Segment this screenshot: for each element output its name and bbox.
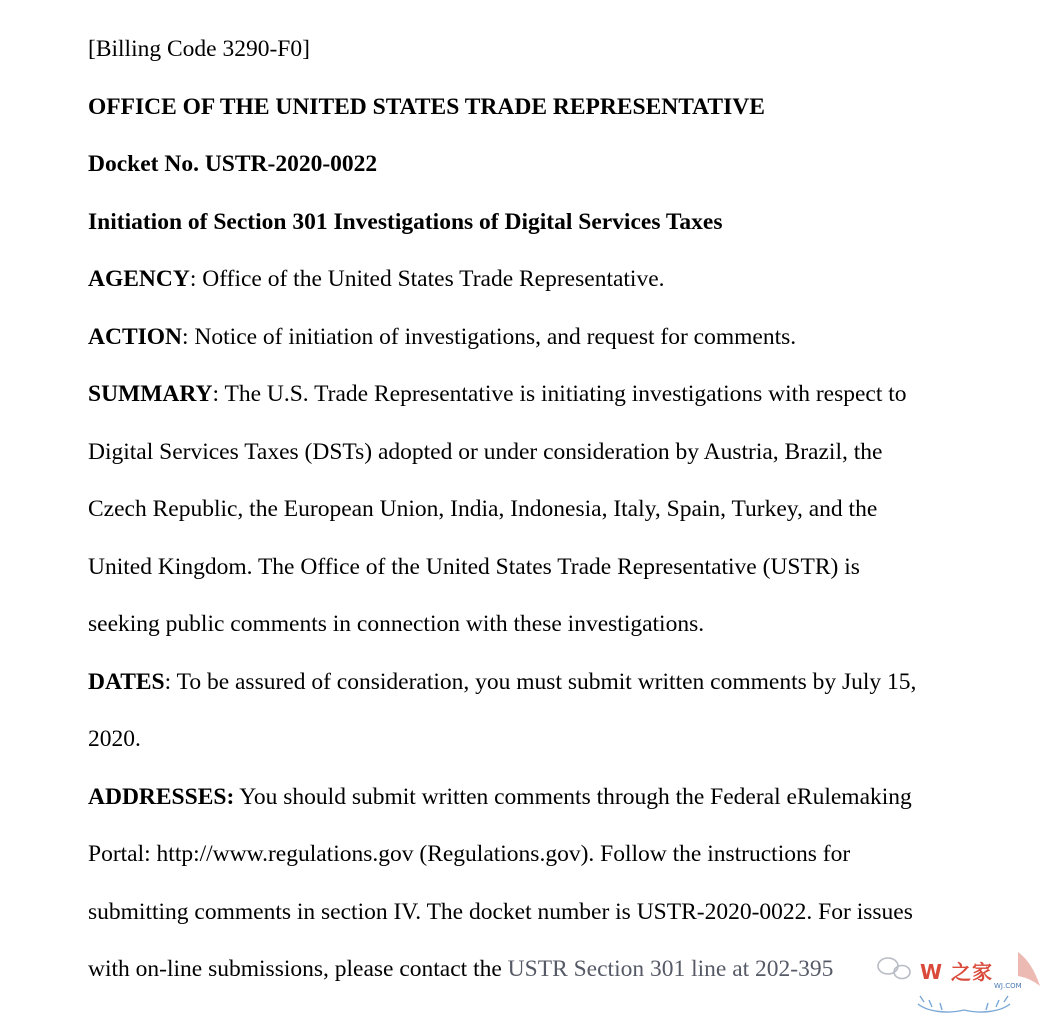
document-title: Initiation of Section 301 Investigations of Digital Services Taxes xyxy=(88,209,723,235)
office-heading: OFFICE OF THE UNITED STATES TRADE REPRESENTATIVE xyxy=(88,94,765,120)
addresses-text-4b: USTR Section 301 line at 202-395 xyxy=(507,956,834,982)
agency-line xyxy=(88,264,665,294)
chat-bubble-icon xyxy=(878,958,910,979)
addresses-text-1: You should submit written comments through the Federal eRulemaking xyxy=(234,784,912,810)
laurel-icon xyxy=(918,996,1010,1012)
watermark-logo xyxy=(868,932,1056,1015)
billing-code: [Billing Code 3290-F0] xyxy=(88,36,310,62)
dates-line-1 xyxy=(88,667,916,697)
summary-line-5: seeking public comments in connection with these investigations. xyxy=(88,611,705,637)
addresses-line-2: Portal: http://www.regulations.gov (Regulations.gov). Follow the instructions for xyxy=(88,841,851,867)
action-label: ACTION xyxy=(88,324,183,350)
addresses-line-4 xyxy=(88,954,833,984)
dates-label: DATES xyxy=(88,669,165,695)
addresses-text-4a: with on-line submissions, please contact the xyxy=(88,956,508,982)
addresses-label: ADDRESSES: xyxy=(88,784,235,810)
addresses-line-1 xyxy=(88,782,912,812)
summary-label: SUMMARY xyxy=(88,381,213,407)
addresses-line-3: submitting comments in section IV. The docket number is USTR-2020-0022. For issues xyxy=(88,899,913,925)
summary-line-2: Digital Services Taxes (DSTs) adopted or under consideration by Austria, Brazil, the xyxy=(88,439,883,465)
agency-label: AGENCY xyxy=(88,266,190,292)
summary-line-3: Czech Republic, the European Union, India, Indonesia, Italy, Spain, Turkey, and the xyxy=(88,496,878,522)
watermark-text: W 之家 xyxy=(920,960,994,984)
dates-line-2: 2020. xyxy=(88,726,141,752)
action-text: : Notice of initiation of investigations, and request for comments. xyxy=(182,324,797,350)
watermark-subtext: WJ.COM xyxy=(994,982,1022,990)
dates-text-1: : To be assured of consideration, you must submit written comments by July 15, xyxy=(164,669,917,695)
summary-text-1: : The U.S. Trade Representative is initiating investigations with respect to xyxy=(212,381,907,407)
action-line xyxy=(88,322,796,352)
agency-text: : Office of the United States Trade Representative. xyxy=(189,266,665,292)
docket-number: Docket No. USTR-2020-0022 xyxy=(88,151,378,177)
summary-line-4: United Kingdom. The Office of the United States Trade Representative (USTR) is xyxy=(88,554,860,580)
summary-line-1 xyxy=(88,379,907,409)
